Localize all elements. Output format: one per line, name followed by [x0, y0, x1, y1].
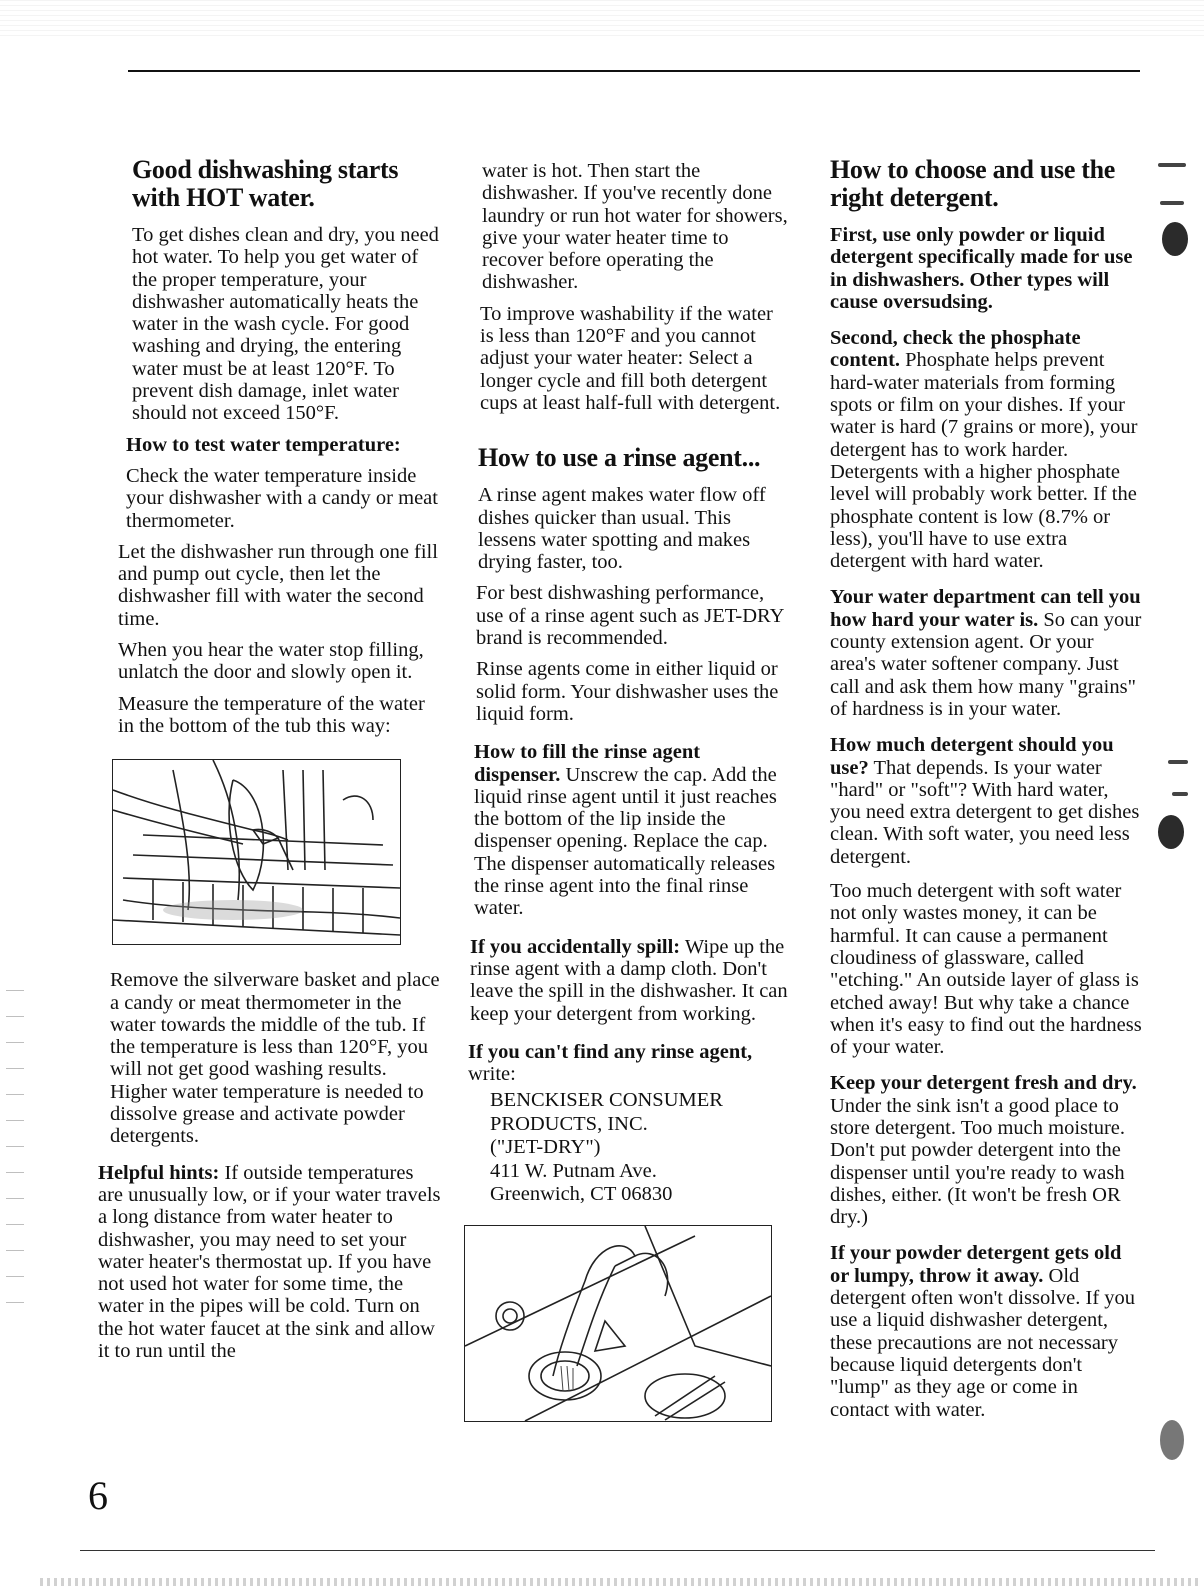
edge-mark [1158, 163, 1186, 167]
too-much-detergent: Too much detergent with soft water not only wastes money, it can be harmful. It can cause a permanent cloudiness of glassware, called "etching." An outside layer of glass is etched away! But why take a chance when it's easy to find out the hardness of your water. [830, 880, 1142, 1059]
phosphate-lead: Second, check the phosphate content. [830, 327, 1081, 372]
lumpy-lead: If your powder detergent gets old or lumpy, throw it away. [830, 1242, 1122, 1287]
heading-rinse-agent: How to use a rinse agent... [478, 443, 761, 473]
test-step-measure: Measure the temperature of the water in the bottom of the tub this way: [118, 692, 425, 737]
fill-dispenser [468, 741, 788, 919]
scan-noise-bottom [40, 1578, 1200, 1586]
column-1 [92, 156, 442, 1371]
helpful-hints-text: If outside temperatures are unusually low, or if your water travels a long distance from water heater to dishwasher, you may need to set your water heater's thermostat up. If you have not used hot water for some time, the water in the pipes will be cold. Turn on the hot water faucet at the sink and allow it to run until the [98, 1161, 441, 1362]
address-line: ("JET-DRY") [490, 1136, 601, 1159]
fresh-text: Under the sink isn't a good place to store detergent. Too much moisture. Don't put powder detergent into the dispenser until you're ready to wash dishes, either. (It won't be fresh OR dry.) [830, 1094, 1125, 1229]
binding-marks [6, 990, 24, 1320]
test-step-open-door: When you hear the water stop filling, unlatch the door and slowly open it. [118, 639, 424, 684]
spill-text: Wipe up the rinse agent with a damp cloth. Don't leave the spill in the dishwasher. It can keep your detergent from working. [470, 935, 788, 1025]
edge-mark [1160, 201, 1184, 205]
fresh-lead: Keep your detergent fresh and dry. [830, 1072, 1137, 1095]
address-line: Greenwich, CT 06830 [490, 1183, 673, 1206]
helpful-hints-lead: Helpful hints: [98, 1161, 220, 1184]
helpful-hints [92, 1162, 442, 1363]
address-line: PRODUCTS, INC. [490, 1112, 648, 1135]
test-step-fill: Let the dishwasher run through one fill and pump out cycle, then let the dishwasher fill with water the second time. [118, 540, 438, 630]
phosphate-text: Phosphate helps prevent hard-water materials from forming spots or film on your dishes. If your water is hard (7 grains or more), your detergent has to work harder. Detergents with a higher phosphate level will probably work better. If the phosphate content is low (8.7% or less), you'll have to use extra detergent with hard water. [830, 349, 1138, 573]
edge-dot [1162, 222, 1188, 256]
fill-dispenser-text: Unscrew the cap. Add the liquid rinse agent until it just reaches the bottom of the lip inside the dispenser opening. Replace the cap. The dispenser automatically releases the rinse agent into the final rinse water. [474, 763, 777, 920]
old-lumpy-detergent [830, 1242, 1142, 1420]
edge-mark [1172, 792, 1188, 796]
spill-lead: If you accidentally spill: [470, 935, 681, 958]
thermometer-illustration [112, 759, 401, 945]
address-line: BENCKISER CONSUMER [490, 1089, 723, 1112]
phosphate-content [830, 327, 1142, 572]
edge-dot [1160, 1420, 1184, 1460]
column-2 [468, 160, 788, 1422]
water-department-text: So can your county extension agent. Or your area's water softener company. Just call and ask them how many "grains" of hardness is in your water. [830, 608, 1142, 720]
water-department [830, 586, 1142, 720]
accidental-spill [468, 936, 788, 1025]
test-temperature-heading: How to test water temperature: [126, 433, 401, 456]
hot-water-continued: water is hot. Then start the dishwasher. If you've recently done laundry or run hot water for showers, give your water heater time to recover before operating the dishwasher. [482, 160, 788, 294]
page-number: 6 [88, 1473, 108, 1518]
rinse-dispenser-drawing [465, 1226, 771, 1421]
rinse-agent-recommended: For best dishwashing performance, use of a rinse agent such as JET-DRY brand is recommended. [476, 582, 784, 650]
detergent-first-rule: First, use only powder or liquid detergent specifically made for use in dishwashers. Other types will cause oversudsing. [830, 224, 1133, 313]
edge-mark [1168, 760, 1188, 764]
test-step-thermometer: Check the water temperature inside your dishwasher with a candy or meat thermometer. [126, 464, 438, 532]
heading-hot-water: Good dishwashing starts with HOT water. [132, 155, 399, 212]
fresh-and-dry [830, 1072, 1142, 1228]
benckiser-address [468, 1089, 788, 1207]
no-rinse-agent [468, 1041, 788, 1086]
no-rinse-agent-lead: If you can't find any rinse agent, [468, 1040, 753, 1063]
dishwasher-rack-drawing [113, 760, 400, 944]
no-rinse-agent-text: write: [468, 1063, 516, 1086]
improve-washability: To improve washability if the water is less than 120°F and you cannot adjust your water heater: Select a longer cycle and fill both detergent cups at least half-full with detergent. [480, 302, 781, 414]
heading-detergent: How to choose and use the right detergent. [830, 155, 1116, 212]
how-much-text: That depends. Is your water "hard" or "soft"? With hard water, you need extra detergent to get dishes clean. With soft water, you need less detergent. [830, 756, 1140, 868]
address-line: 411 W. Putnam Ave. [490, 1159, 657, 1182]
how-much-lead: How much detergent should you use? [830, 734, 1114, 779]
hot-water-intro: To get dishes clean and dry, you need hot water. To help you get water of the proper temperature, your dishwasher automatically heats the water in the wash cycle. For good washing and drying, the entering water must be at least 120°F. To prevent dish damage, inlet water should not exceed 150°F. [132, 224, 439, 425]
lumpy-text: Old detergent often won't dissolve. If you use a liquid dishwasher detergent, these precautions are not necessary because liquid detergents don't "lump" as they age or come in contact with water. [830, 1264, 1136, 1421]
rinse-agent-forms: Rinse agents come in either liquid or solid form. Your dishwasher uses the liquid form. [476, 658, 779, 725]
edge-dot [1158, 815, 1184, 849]
rinse-dispenser-illustration [464, 1225, 772, 1422]
scan-noise-top [0, 0, 1204, 40]
top-rule [128, 70, 1140, 72]
fill-dispenser-lead: How to fill the rinse agent dispenser. [474, 741, 701, 786]
thermometer-instructions: Remove the silverware basket and place a candy or meat thermometer in the water towards the middle of the tub. If the temperature is less than 120°F, you will not get good washing results. Higher water temperature is needed to dissolve grease and activate powder detergents. [110, 969, 440, 1148]
how-much-detergent [830, 734, 1142, 868]
water-department-lead: Your water department can tell you how hard your water is. [830, 586, 1141, 631]
column-3 [830, 156, 1142, 1430]
bottom-rule [80, 1550, 1155, 1551]
rinse-agent-intro: A rinse agent makes water flow off dishes quicker than usual. This lessens water spotting and makes drying faster, too. [478, 484, 766, 574]
